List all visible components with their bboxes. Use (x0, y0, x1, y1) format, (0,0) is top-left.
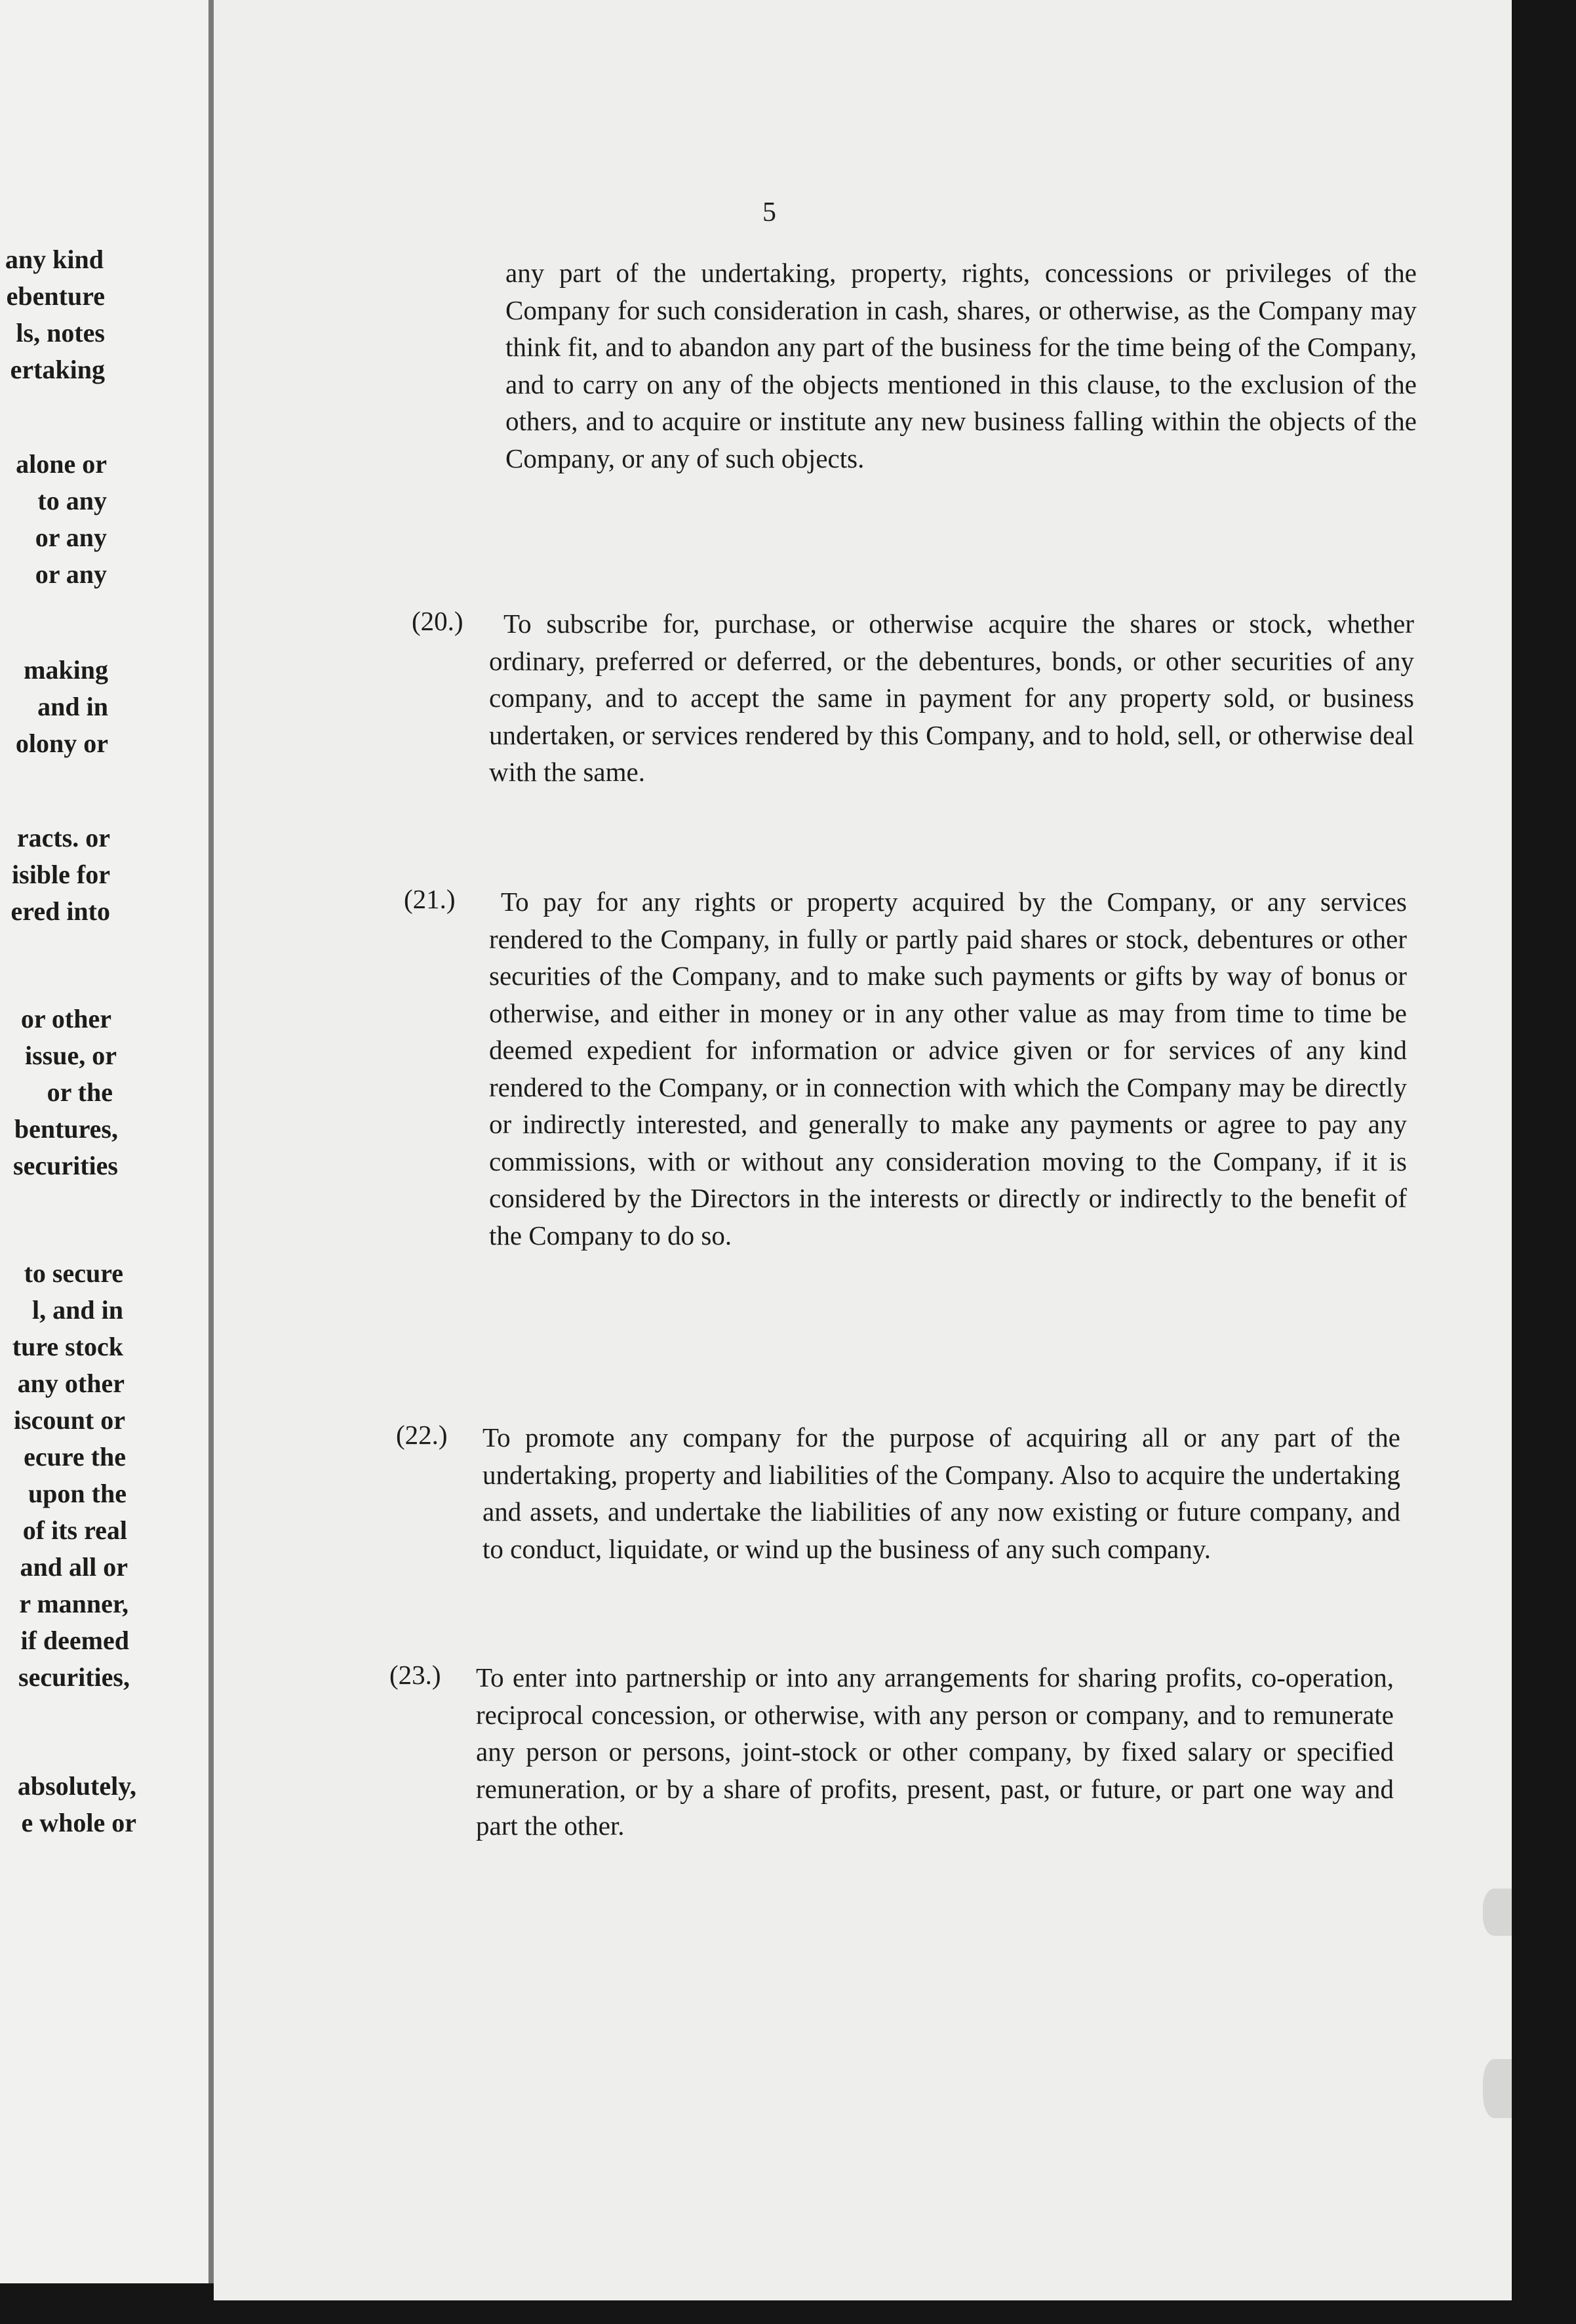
clause-text: To promote any company for the purpose of acquiring all or any part of the undertaking, property and liabilities of the Company. Also to acquire the undertaking and assets, and undertake the liabilities of any now existing or future company, and to conduct, liquidate, or wind up the business of any such company. (483, 1422, 1400, 1564)
clause-number: (21.) (404, 884, 456, 914)
left-page-line: securities, (18, 1662, 130, 1692)
left-page-line: upon the (28, 1479, 127, 1508)
clause-number: (22.) (396, 1420, 448, 1450)
left-page-line: and in (37, 692, 108, 721)
left-page-line: ture stock (12, 1332, 123, 1361)
left-page (0, 0, 208, 2283)
left-page-line: isible for (12, 860, 110, 889)
left-page-line: making (24, 655, 108, 685)
right-page (214, 0, 1512, 2300)
left-page-line: ecure the (24, 1442, 126, 1472)
clause-number: (23.) (389, 1660, 441, 1690)
left-page-line: or any (35, 523, 107, 552)
left-page-line: bentures, (14, 1114, 118, 1144)
left-page-line: securities (13, 1151, 118, 1180)
left-page-line: absolutely, (17, 1771, 136, 1801)
page-edge-blemish (1483, 1889, 1512, 1936)
left-page-line: issue, or (25, 1041, 117, 1070)
left-page-line: or other (20, 1004, 111, 1033)
left-page-line: to any (37, 486, 107, 515)
left-page-line: alone or (16, 449, 107, 479)
left-page-line: or the (47, 1077, 113, 1107)
left-page-line: ls, notes (16, 318, 105, 348)
left-page-line: any other (17, 1369, 125, 1398)
clause-number: (20.) (412, 606, 463, 636)
left-page-line: any kind (5, 245, 104, 274)
clause-text: To subscribe for, purchase, or otherwise acquire the shares or stock, whether ordinary, preferred or deferred, or the debentures, bonds, or other securities of any company, and to accept the same in payment for any property sold, or business undertaken, or services rendered by this Company, and to hold, sell, or otherwise deal with the same. (489, 609, 1414, 787)
left-page-line: ered into (10, 896, 110, 926)
left-page-line: r manner, (19, 1589, 128, 1618)
left-page-line: e whole or (21, 1808, 136, 1837)
page-edge-blemish (1483, 2059, 1512, 2118)
left-page-line: and all or (20, 1552, 128, 1582)
clause-text: To pay for any rights or property acquired by the Company, or any services rendered to the Company, in fully or partly paid shares or stock, debentures or other securities of the Company, and to make such payments or gifts by way of bonus or otherwise, and either in money or in any other value as may from time to time be deemed expedient for information or advice given or for services of any kind rendered to the Company, or in connection with which the Company may be directly or indirectly interested, and generally to make any payments or agree to pay any commissions, with or without any consideration moving to the Company, if it is considered by the Directors in the interests or directly or indirectly to the benefit of the Company to do so. (489, 887, 1407, 1251)
left-page-line: olony or (15, 729, 108, 758)
book-gutter (208, 0, 214, 2283)
page-number: 5 (762, 197, 776, 228)
left-page-line: iscount or (14, 1405, 125, 1435)
left-page-line: ertaking (10, 355, 105, 384)
left-page-line: of its real (22, 1515, 127, 1545)
continuation-paragraph: any part of the undertaking, property, rights, concessions or privileges of the Company for such consideration in cash, shares, or otherwise, as the Company may think fit, and to abandon any part of the business for the time being of the Company, and to carry on any of the objects mentioned in this clause, to the exclusion of the others, and to acquire or institute any new business falling within the objects of the Company, or any of such objects. (505, 258, 1417, 473)
left-page-line: l, and in (32, 1295, 123, 1325)
left-page-line: to secure (24, 1258, 123, 1288)
left-page-line: if deemed (20, 1626, 129, 1655)
clause-text: To enter into partnership or into any arrangements for sharing profits, co-operation, reciprocal concession, or otherwise, with any person or company, and to remunerate any person or persons, joint-stock or other company, by fixed salary or specified remuneration, or by a share of profits, present, past, or future, or part one way and part the other. (476, 1662, 1394, 1841)
left-page-line: ebenture (6, 281, 105, 311)
left-page-line: racts. or (16, 823, 110, 852)
left-page-line: or any (35, 559, 107, 589)
